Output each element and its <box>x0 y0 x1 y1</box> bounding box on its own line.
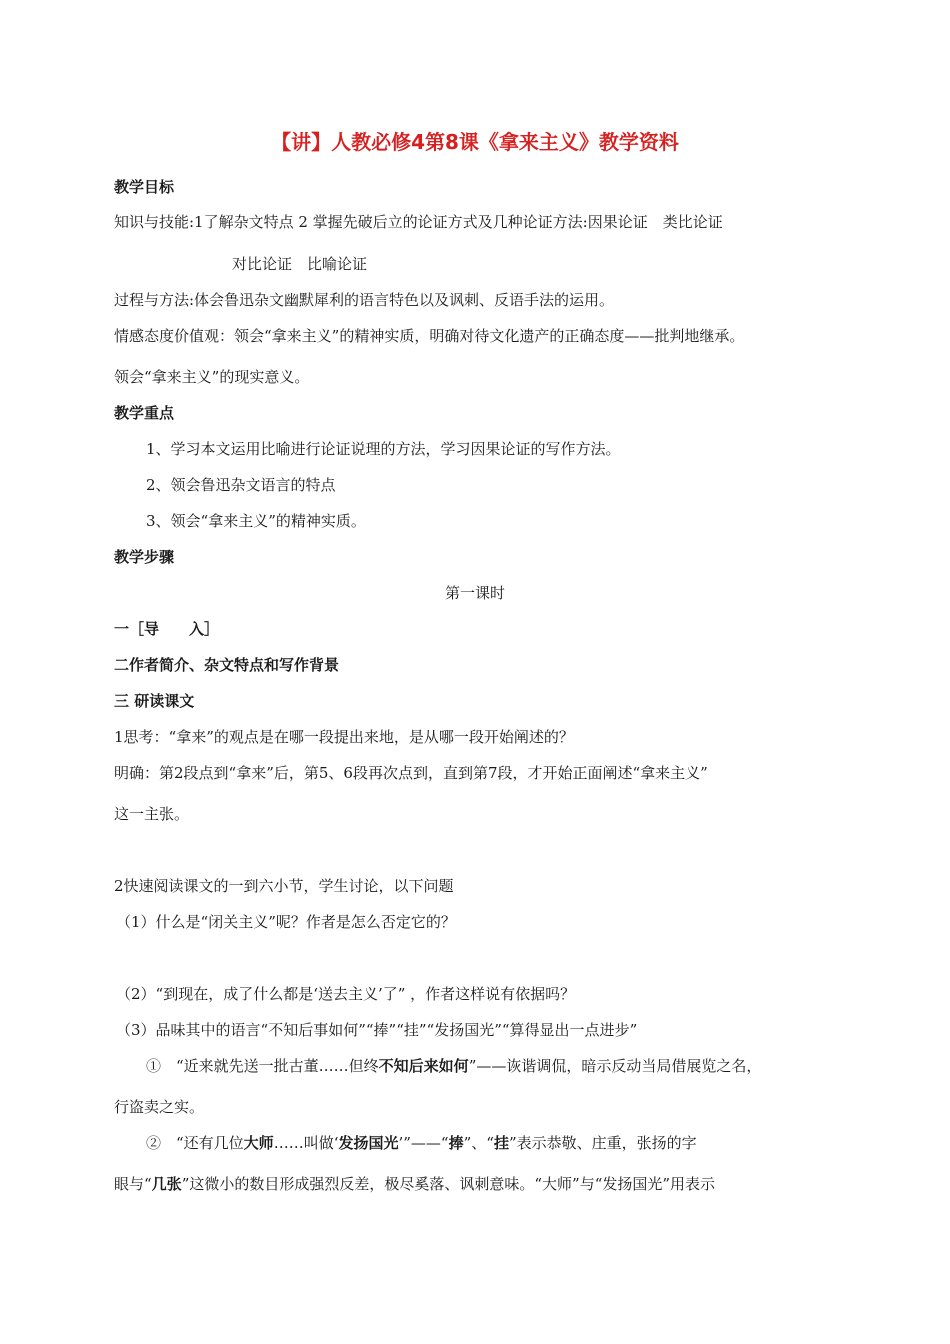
goal-emotion-line-1: 情感态度价值观：领会“拿来主义”的精神实质，明确对待文化遗产的正确态度——批判地继承。 <box>114 327 745 345</box>
analysis-2-line-1 <box>146 1133 697 1153</box>
analysis-1-text-c: ”——诙谐调侃，暗示反动当局借展览之名， <box>468 1057 762 1075</box>
analysis-1-line-1 <box>146 1056 761 1076</box>
analysis-2-emphasis-master: 大师 <box>243 1134 274 1152</box>
lesson-label: 第一课时 <box>444 584 505 602</box>
key-point-3: 3、领会“拿来主义”的精神实质。 <box>146 512 366 530</box>
document-title: 【讲】人教必修4第8课《拿来主义》教学资料 <box>271 130 679 154</box>
section-heading-key: 教学重点 <box>114 404 175 422</box>
key-point-2: 2、领会鲁迅杂文语言的特点 <box>146 476 336 494</box>
analysis-1-emphasis: 不知后来如何 <box>378 1057 469 1075</box>
question-2-sub-3: （3）品味其中的语言“不知后事如何”“捧”“挂”“发扬国光”“算得显出一点进步” <box>116 1021 638 1039</box>
step-author: 二作者简介、杂文特点和写作背景 <box>114 656 340 674</box>
answer-1-line-2: 这一主张。 <box>114 805 190 823</box>
section-heading-goals: 教学目标 <box>114 178 175 196</box>
goal-knowledge-line-2: 对比论证 比喻论证 <box>232 255 368 273</box>
analysis-2-text-c: ……叫做‘ <box>273 1134 339 1152</box>
analysis-2-emphasis-hang: 挂 <box>493 1134 509 1152</box>
goal-process-line: 过程与方法:体会鲁迅杂文幽默犀利的语言特色以及讽刺、反语手法的运用。 <box>114 291 615 309</box>
section-heading-steps: 教学步骤 <box>114 548 175 566</box>
analysis-2-line-2 <box>114 1174 715 1194</box>
question-2: 2快速阅读课文的一到六小节，学生讨论，以下问题 <box>114 877 454 895</box>
answer-1-line-1: 明确：第2段点到“拿来”后，第5、6段再次点到，直到第7段，才开始正面阐述“拿来主义” <box>114 764 708 782</box>
key-point-1: 1、学习本文运用比喻进行论证说理的方法，学习因果论证的写作方法。 <box>146 440 621 458</box>
step-study: 三 研读课文 <box>114 692 195 710</box>
question-2-sub-1: （1）什么是“闭关主义”呢？作者是怎么否定它的？ <box>116 913 456 931</box>
analysis-2-text-g: ”、“ <box>463 1134 494 1152</box>
analysis-2-text-e: ’”——“ <box>398 1134 449 1152</box>
analysis-2-emphasis-hold: 捧 <box>448 1134 464 1152</box>
analysis-2-emphasis-glory: 发扬国光 <box>338 1134 399 1152</box>
analysis-1-line-2: 行盗卖之实。 <box>114 1098 205 1116</box>
question-1: 1思考：“拿来”的观点是在哪一段提出来地，是从哪一段开始阐述的？ <box>114 728 574 746</box>
analysis-2-text-p3c: ”这微小的数目形成强烈反差，极尽奚落、讽刺意味。“大师”与“发扬国光”用表示 <box>181 1175 716 1193</box>
analysis-2-text-a: ② “还有几位 <box>146 1134 244 1152</box>
analysis-2-text-p3a: 眼与“ <box>114 1175 152 1193</box>
analysis-2-emphasis-few: 几张 <box>151 1175 182 1193</box>
step-intro: 一［导 入］ <box>114 620 220 638</box>
goal-emotion-line-2: 领会“拿来主义”的现实意义。 <box>114 368 310 386</box>
analysis-1-text-a: ① “近来就先送一批古董……但终 <box>146 1057 379 1075</box>
analysis-2-text-i: ”表示恭敬、庄重，张扬的字 <box>508 1134 697 1152</box>
question-2-sub-2: （2）“到现在，成了什么都是‘送去主义’了” ，作者这样说有依据吗？ <box>116 985 576 1003</box>
goal-knowledge-line-1: 知识与技能:1了解杂文特点 2 掌握先破后立的论证方式及几种论证方法:因果论证 类比论证 <box>114 213 723 231</box>
